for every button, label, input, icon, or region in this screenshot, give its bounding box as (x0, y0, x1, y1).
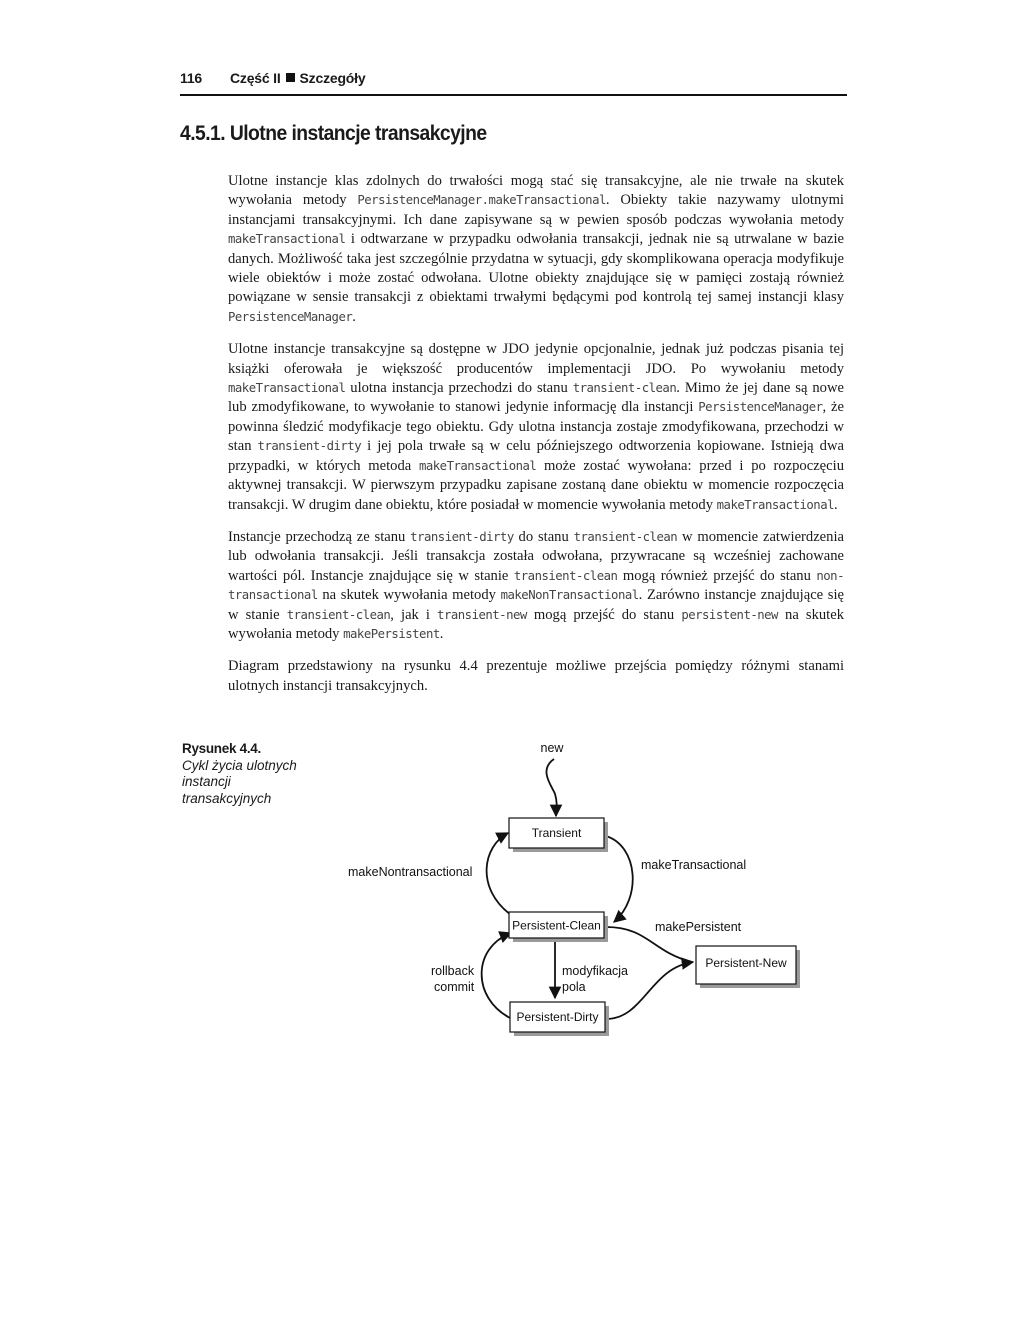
inline-code: makeTransactional (716, 497, 834, 512)
label-modification-field: pola (562, 980, 586, 994)
text-run: i jej pola trwałe są w celu późniejszego odtworzenia kopiowane. Istnieją dwa przypadki, w których metoda (228, 438, 844, 474)
text-run: do stanu (513, 528, 574, 545)
text-run: Instancje przechodzą ze stanu (228, 528, 411, 545)
label-rollback: rollback (431, 964, 475, 978)
state-persistent-clean-label: Persistent-Clean (512, 918, 601, 933)
text-run: i odtwarzane w przypadku odwołania transakcji, jednak nie są utrwalane w bazie danych. Możliwość taka jest szczególnie przydatna w sytuacji, gdy skomplikowana operacja modyfikuje wiele obiektów i może zostać odwołana. Ulotne obiekty znajdujące się w pamięci zostają również powiązane w sensie transakcji z obiektami trwałymi będącymi pod kontrolą tej samej instancji klasy (228, 231, 844, 306)
text-run: Ulotne instancje transakcyjne są dostępne w JDO jedynie opcjonalnie, jednak już podczas pisania tej książki oferowała je większość producentów implementacji JDO. Po wywołaniu metody (228, 341, 844, 377)
label-make-nontransactional: makeNontransactional (348, 865, 473, 879)
edge-make-nontransactional (487, 833, 511, 915)
inline-code: persistent-new (681, 607, 778, 622)
part-title: Część II (230, 70, 281, 86)
inline-code: transient-dirty (410, 529, 514, 544)
inline-code: makeTransactional (418, 458, 537, 473)
inline-code: transient-dirty (257, 439, 362, 454)
inline-code: makeTransactional (228, 381, 346, 396)
text-run: na skutek wywołania metody (228, 606, 844, 642)
edge-rollback-commit (482, 933, 511, 1018)
text-run: . Obiekty takie nazywamy ulotnymi instancjami transakcyjnymi. Ich dane zapisywane są w pewien sposób podczas wywołania metody (228, 192, 844, 228)
separator-square-icon (286, 73, 295, 82)
text-run: . Mimo że jej dane są nowe lub zmodyfikowane, to wywołanie to stanowi jedynie informację dla instancji (228, 380, 844, 416)
label-make-transactional: makeTransactional (641, 858, 747, 872)
label-new: new (540, 741, 564, 755)
body-text (228, 172, 844, 709)
paragraph (228, 657, 844, 696)
inline-code: PersistenceManager (228, 309, 353, 324)
text-run: Diagram przedstawiony na rysunku 4.4 prezentuje możliwe przejścia pomiędzy różnymi stanami ulotnych instancji transakcyjnych. (228, 658, 844, 694)
text-run: , jak i (390, 606, 438, 623)
paragraph (228, 172, 844, 327)
state-transient-label: Transient (531, 826, 582, 840)
text-run: ulotna instancja przechodzi do stanu (345, 380, 573, 397)
state-diagram (330, 736, 810, 1046)
running-head-text (180, 70, 365, 86)
figure-caption (182, 741, 322, 807)
chapter-title: Szczegóły (299, 70, 366, 86)
figure-caption-text: Cykl życia ulotnych instancji transakcyjnych (182, 757, 297, 806)
label-make-persistent: makePersistent (655, 920, 742, 934)
inline-code: transient-clean (572, 381, 677, 396)
inline-code: makeTransactional (228, 232, 346, 247)
figure-label: Rysunek 4.4. (182, 741, 261, 756)
text-run: . (834, 496, 838, 513)
inline-code: PersistenceManager (698, 400, 823, 415)
text-run: mogą również przejść do stanu (617, 567, 817, 584)
inline-code: transient-new (437, 607, 527, 622)
text-run: na skutek wywołania metody (317, 587, 501, 604)
inline-code: makePersistent (343, 626, 440, 641)
inline-code: non-transactional (228, 568, 844, 603)
text-run: . (352, 308, 356, 325)
inline-code: makeNonTransactional (500, 588, 639, 603)
paragraph (228, 340, 844, 515)
label-commit: commit (434, 980, 475, 994)
running-head (180, 64, 847, 96)
inline-code: transient-clean (513, 568, 618, 583)
inline-code: transient-clean (573, 529, 678, 544)
label-modification: modyfikacja (562, 964, 628, 978)
inline-code: transient-clean (286, 607, 391, 622)
text-run: mogą przejść do stanu (526, 606, 682, 623)
state-persistent-dirty-label: Persistent-Dirty (516, 1010, 599, 1024)
text-run: Ulotne instancje klas zdolnych do trwałości mogą stać się transakcyjne, ale nie trwałe na skutek wywołania metody (228, 173, 844, 209)
page-number: 116 (180, 70, 202, 86)
text-run: może zostać wywołana: przed i po rozpoczęciu aktywnej transakcji. W pierwszym przypadku zapisane zostaną dane obiektu w momencie rozpoczęcia transakcji. W drugim dane obiektu, które posiadał w momencie wywołania metody (228, 457, 844, 513)
edge-new (546, 759, 556, 816)
section-title: 4.5.1. Ulotne instancje transakcyjne (180, 122, 487, 145)
state-persistent-new-label: Persistent-New (705, 956, 787, 970)
text-run: . (439, 625, 444, 642)
text-run: , że powinna śledzić modyfikacje tego obiektu. Gdy ulotna instancja zostaje zmodyfikowana, przechodzi w stan (228, 399, 844, 455)
paragraph (228, 528, 844, 644)
text-run: w momencie zatwierdzenia lub odwołania transakcji. Jeśli transakcja została odwołana, przywracane są wcześniej zachowane wartości pól. Instancje znajdujące się w stanie (228, 528, 844, 584)
text-run: . Zarówno instancje znajdujące się w stanie (228, 587, 844, 623)
inline-code: PersistenceManager.makeTransactional (357, 193, 606, 208)
edge-make-transactional (606, 836, 633, 922)
